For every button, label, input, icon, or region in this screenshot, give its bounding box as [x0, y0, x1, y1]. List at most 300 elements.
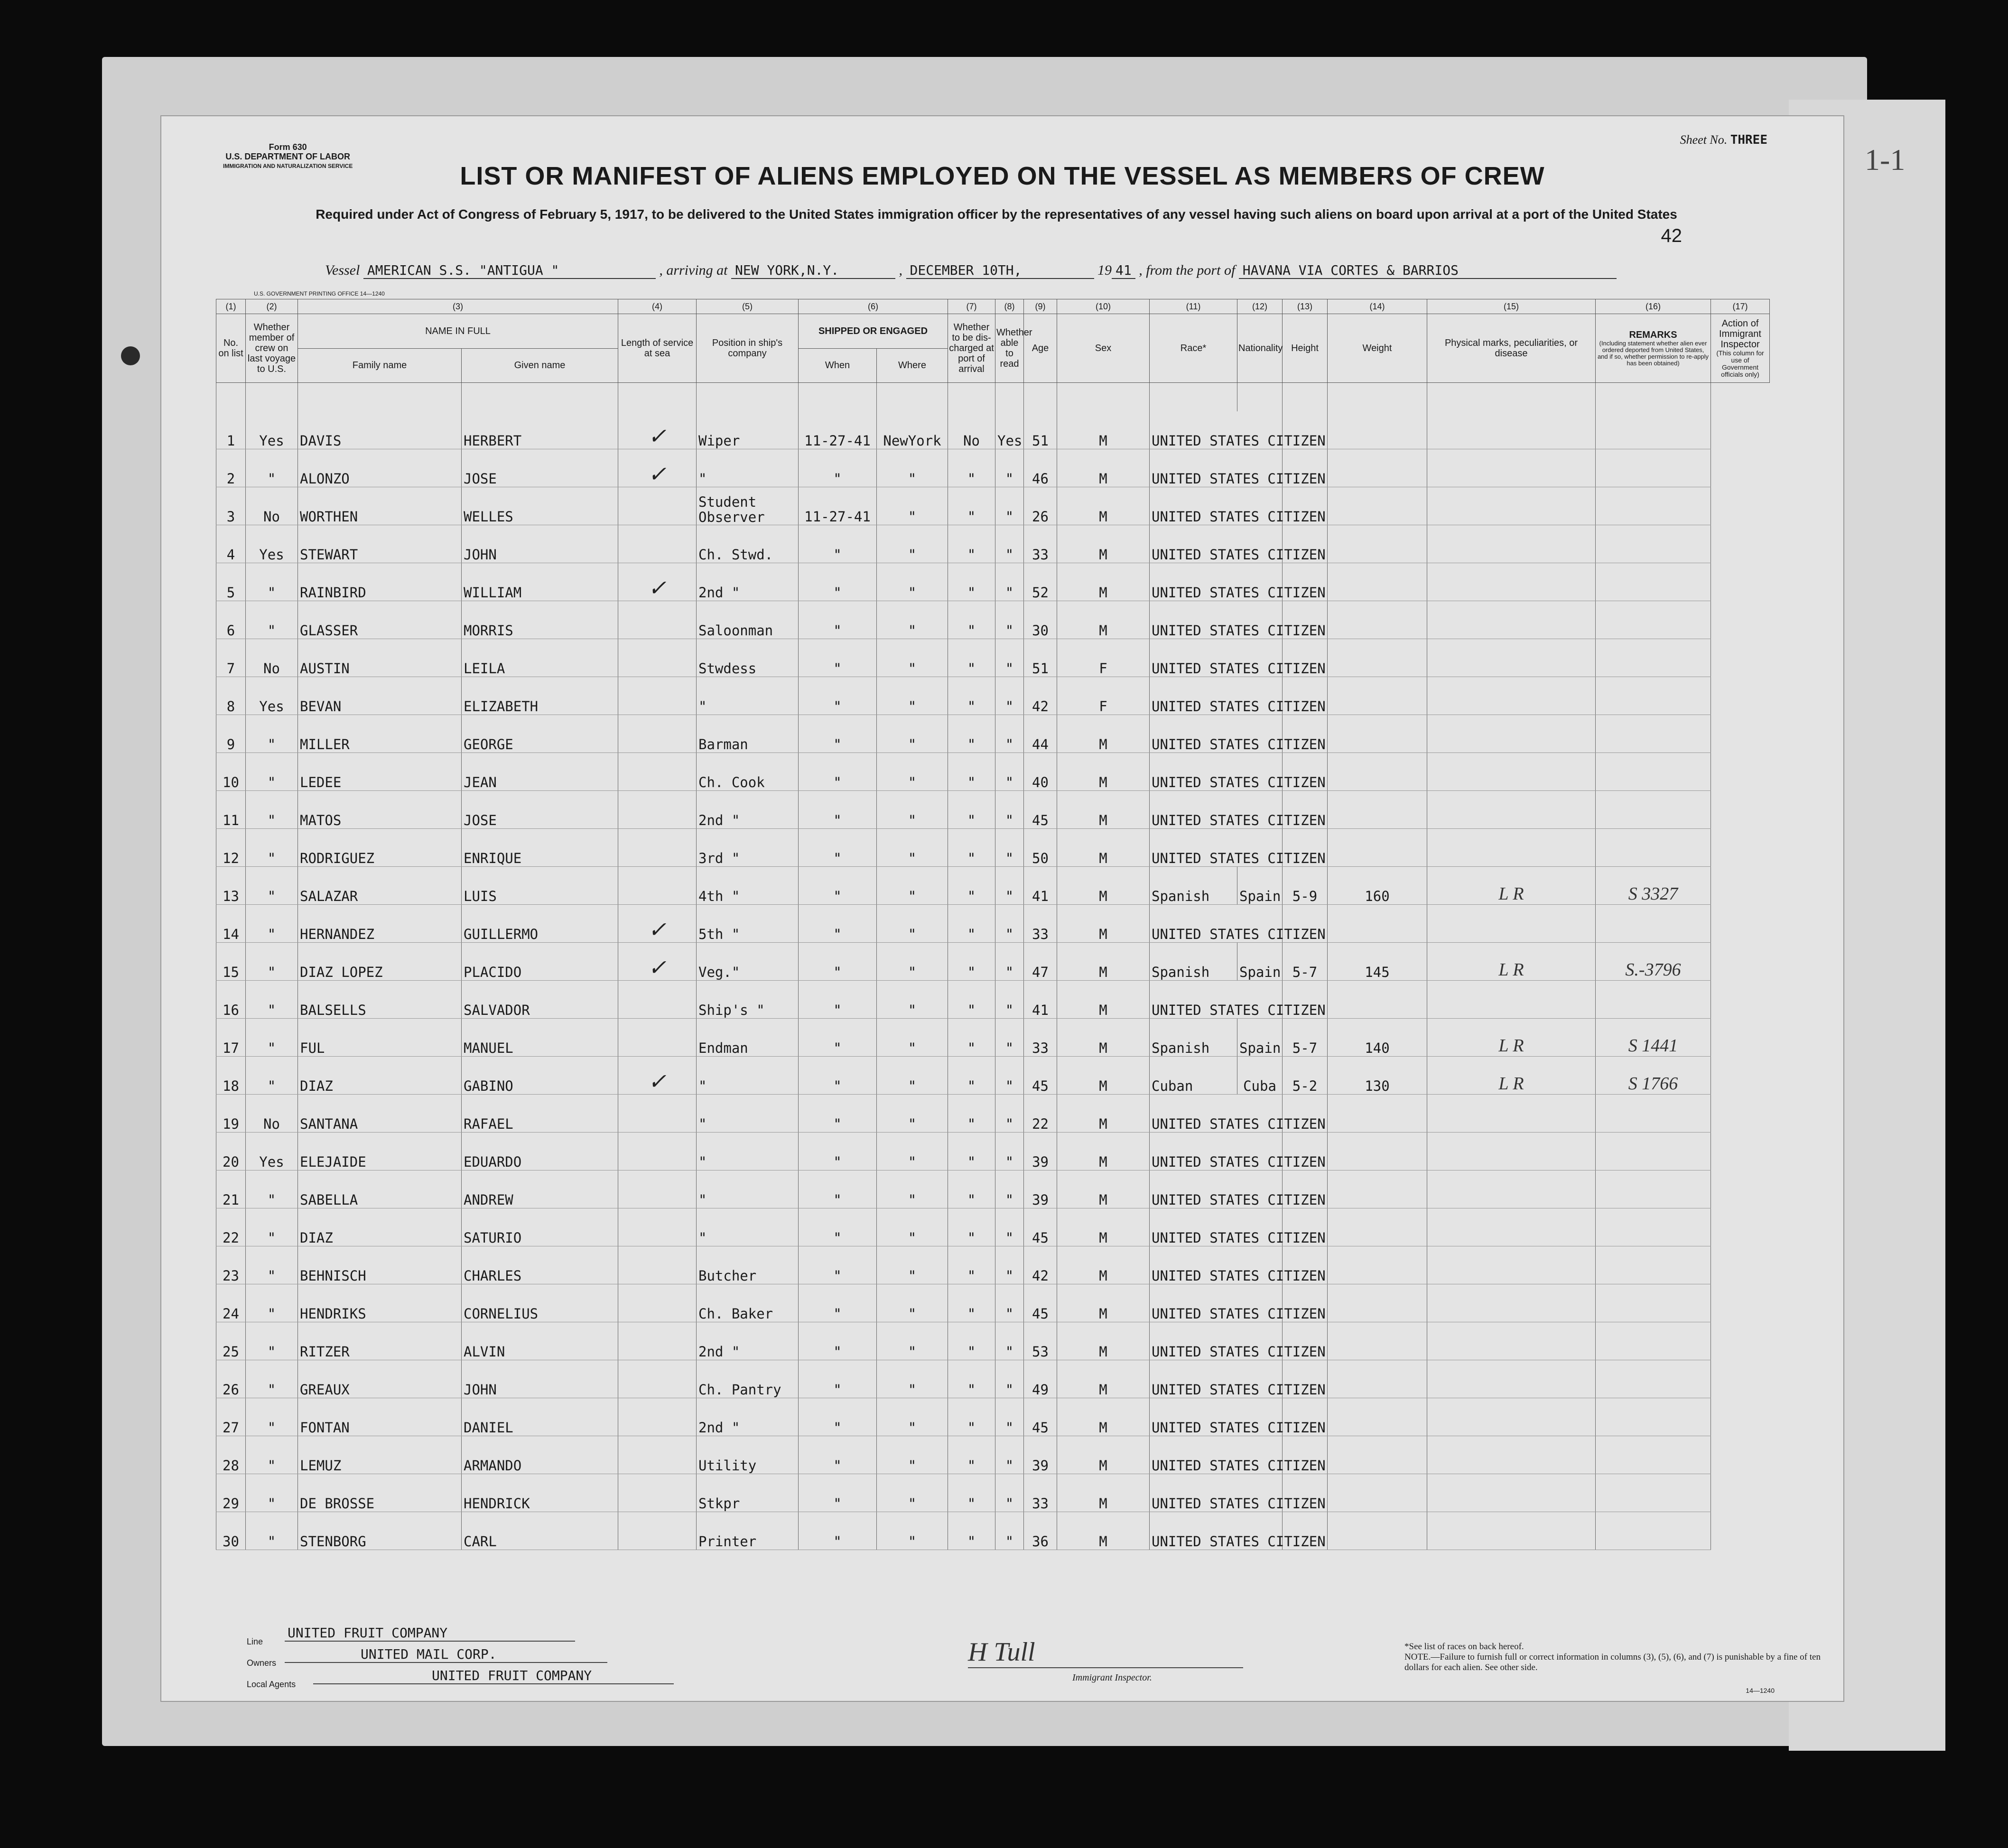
header-length-service: Length of service at sea — [618, 314, 697, 383]
cell-sex: M — [1057, 449, 1150, 487]
table-row — [216, 1057, 1770, 1095]
cell-row-number: 26 — [216, 1360, 246, 1398]
cell-service-check — [618, 1133, 697, 1170]
cell-race: UNITED STATES CITIZEN — [1150, 1208, 1283, 1246]
cell-sex: M — [1057, 1436, 1150, 1474]
cell-family-name: SANTANA — [298, 1095, 462, 1133]
cell-physical-marks — [1427, 1246, 1596, 1284]
inspector-label: Immigrant Inspector. — [1072, 1672, 1152, 1683]
cell-able-to-read: " — [995, 867, 1024, 905]
cell-service-check — [618, 1398, 697, 1436]
cell-remarks — [1596, 1170, 1711, 1208]
cell-age: 53 — [1024, 1322, 1057, 1360]
printing-office: U.S. GOVERNMENT PRINTING OFFICE 14—1240 — [254, 290, 385, 297]
cell-remarks: S.-3796 — [1596, 943, 1711, 981]
cell-sex: M — [1057, 829, 1150, 867]
cell-last-voyage: " — [246, 449, 298, 487]
cell-age: 26 — [1024, 487, 1057, 525]
header-race: Race* — [1150, 314, 1237, 383]
cell-family-name: DIAZ — [298, 1208, 462, 1246]
cell-shipped-when: " — [799, 905, 877, 943]
col-num: (2) — [246, 299, 298, 314]
cell-row-number: 1 — [216, 411, 246, 449]
cell-physical-marks — [1427, 1133, 1596, 1170]
cell-row-number: 28 — [216, 1436, 246, 1474]
header-age: Age — [1024, 314, 1057, 383]
cell-service-check — [618, 525, 697, 563]
cell-position: Stwdess — [697, 639, 799, 677]
cell-shipped-where: NewYork — [877, 411, 948, 449]
cell-family-name: STEWART — [298, 525, 462, 563]
document-subtitle: Required under Act of Congress of February 5, 1917, to be delivered to the United States immigration officer by the representatives of any vessel having such aliens on board upon arrival at a port of the United States — [316, 207, 1677, 222]
cell-shipped-when: " — [799, 449, 877, 487]
cell-age: 30 — [1024, 601, 1057, 639]
cell-able-to-read: " — [995, 1398, 1024, 1436]
cell-race: UNITED STATES CITIZEN — [1150, 677, 1283, 715]
cell-able-to-read: " — [995, 981, 1024, 1019]
cell-row-number: 18 — [216, 1057, 246, 1095]
cell-weight — [1328, 411, 1427, 449]
cell-shipped-when: 11-27-41 — [799, 411, 877, 449]
cell-shipped-where: " — [877, 753, 948, 791]
table-row — [216, 1360, 1770, 1398]
sheet-label: Sheet No. — [1680, 133, 1728, 147]
cell-shipped-where: " — [877, 1095, 948, 1133]
cell-physical-marks — [1427, 753, 1596, 791]
cell-last-voyage: Yes — [246, 1133, 298, 1170]
header-discharged: Whether to be dis-charged at port of arrival — [948, 314, 995, 383]
binder-hole — [121, 346, 140, 365]
cell-row-number: 13 — [216, 867, 246, 905]
cell-weight — [1328, 487, 1427, 525]
cell-race: UNITED STATES CITIZEN — [1150, 487, 1283, 525]
cell-given-name: CHARLES — [462, 1246, 618, 1284]
cell-weight — [1328, 829, 1427, 867]
cell-discharged: No — [948, 411, 995, 449]
cell-age: 51 — [1024, 639, 1057, 677]
cell-family-name: BEHNISCH — [298, 1246, 462, 1284]
cell-able-to-read: " — [995, 1322, 1024, 1360]
cell-remarks — [1596, 677, 1711, 715]
cell-family-name: AUSTIN — [298, 639, 462, 677]
cell-family-name: STENBORG — [298, 1512, 462, 1550]
col-num: (9) — [1024, 299, 1057, 314]
table-row — [216, 1322, 1770, 1360]
table-row — [216, 1208, 1770, 1246]
cell-race: Cuban — [1150, 1057, 1237, 1095]
cell-shipped-where: " — [877, 525, 948, 563]
cell-position: Wiper — [697, 411, 799, 449]
cell-age: 49 — [1024, 1360, 1057, 1398]
arrival-year: 41 — [1112, 262, 1135, 279]
cell-race: UNITED STATES CITIZEN — [1150, 1360, 1283, 1398]
cell-family-name: HENDRIKS — [298, 1284, 462, 1322]
cell-race: UNITED STATES CITIZEN — [1150, 411, 1283, 449]
table-spacer — [216, 383, 1770, 412]
cell-race: UNITED STATES CITIZEN — [1150, 1436, 1283, 1474]
header-last-voyage: Whether member of crew on last voyage to U.S. — [246, 314, 298, 383]
cell-race: UNITED STATES CITIZEN — [1150, 1322, 1283, 1360]
cell-row-number: 25 — [216, 1322, 246, 1360]
cell-family-name: ELEJAIDE — [298, 1133, 462, 1170]
cell-given-name: HERBERT — [462, 411, 618, 449]
cell-sex: M — [1057, 1360, 1150, 1398]
cell-shipped-where: " — [877, 677, 948, 715]
cell-age: 45 — [1024, 1057, 1057, 1095]
line-value: UNITED FRUIT COMPANY — [285, 1625, 575, 1642]
col-num: (1) — [216, 299, 246, 314]
table-row — [216, 601, 1770, 639]
cell-shipped-when: 11-27-41 — [799, 487, 877, 525]
col-num: (5) — [697, 299, 799, 314]
table-row — [216, 525, 1770, 563]
cell-service-check — [618, 1322, 697, 1360]
cell-remarks — [1596, 563, 1711, 601]
cell-last-voyage: " — [246, 1474, 298, 1512]
cell-shipped-where: " — [877, 715, 948, 753]
cell-remarks — [1596, 487, 1711, 525]
cell-shipped-where: " — [877, 1398, 948, 1436]
cell-position: 5th " — [697, 905, 799, 943]
cell-shipped-when: " — [799, 753, 877, 791]
cell-age: 33 — [1024, 1019, 1057, 1057]
cell-row-number: 17 — [216, 1019, 246, 1057]
table-row — [216, 639, 1770, 677]
service: IMMIGRATION AND NATURALIZATION SERVICE — [223, 163, 353, 169]
cell-able-to-read: " — [995, 753, 1024, 791]
cell-age: 39 — [1024, 1133, 1057, 1170]
cell-service-check — [618, 1474, 697, 1512]
cell-remarks — [1596, 449, 1711, 487]
cell-able-to-read: " — [995, 1512, 1024, 1550]
document-title: LIST OR MANIFEST OF ALIENS EMPLOYED ON THE VESSEL AS MEMBERS OF CREW — [460, 162, 1545, 190]
col-num: (8) — [995, 299, 1024, 314]
cell-service-check — [618, 981, 697, 1019]
cell-last-voyage: Yes — [246, 677, 298, 715]
crew-table-wrapper — [216, 290, 1770, 1608]
cell-remarks — [1596, 1474, 1711, 1512]
corner-code: 14—1240 — [1746, 1687, 1775, 1694]
cell-shipped-when: " — [799, 563, 877, 601]
cell-family-name: FUL — [298, 1019, 462, 1057]
cell-position: Butcher — [697, 1246, 799, 1284]
cell-family-name: BEVAN — [298, 677, 462, 715]
cell-family-name: MILLER — [298, 715, 462, 753]
crew-table-body — [216, 383, 1770, 1550]
cell-last-voyage: " — [246, 1246, 298, 1284]
cell-family-name: HERNANDEZ — [298, 905, 462, 943]
cell-position: Ch. Cook — [697, 753, 799, 791]
remarks-title: REMARKS — [1629, 330, 1677, 340]
cell-family-name: LEDEE — [298, 753, 462, 791]
cell-race: UNITED STATES CITIZEN — [1150, 1474, 1283, 1512]
cell-row-number: 29 — [216, 1474, 246, 1512]
cell-given-name: ARMANDO — [462, 1436, 618, 1474]
margin-handwriting: 1-1 — [1865, 143, 1906, 176]
cell-weight — [1328, 1208, 1427, 1246]
cell-discharged: " — [948, 449, 995, 487]
cell-remarks: S 1441 — [1596, 1019, 1711, 1057]
cell-physical-marks — [1427, 677, 1596, 715]
cell-weight: 160 — [1328, 867, 1427, 905]
cell-shipped-where: " — [877, 1322, 948, 1360]
cell-discharged: " — [948, 487, 995, 525]
cell-discharged: " — [948, 1057, 995, 1095]
cell-remarks — [1596, 601, 1711, 639]
cell-weight — [1328, 905, 1427, 943]
cell-remarks — [1596, 981, 1711, 1019]
cell-able-to-read: " — [995, 487, 1024, 525]
cell-given-name: HENDRICK — [462, 1474, 618, 1512]
cell-physical-marks — [1427, 1436, 1596, 1474]
cell-discharged: " — [948, 1284, 995, 1322]
cell-row-number: 24 — [216, 1284, 246, 1322]
header-inspector-action — [1711, 314, 1770, 383]
header-when: When — [799, 348, 877, 383]
cell-race: Spanish — [1150, 867, 1237, 905]
cell-position: 2nd " — [697, 563, 799, 601]
owners-value: UNITED MAIL CORP. — [285, 1646, 607, 1663]
cell-able-to-read: Yes — [995, 411, 1024, 449]
cell-race: UNITED STATES CITIZEN — [1150, 905, 1283, 943]
cell-given-name: ALVIN — [462, 1322, 618, 1360]
cell-physical-marks — [1427, 905, 1596, 943]
cell-able-to-read: " — [995, 791, 1024, 829]
cell-race: UNITED STATES CITIZEN — [1150, 601, 1283, 639]
cell-last-voyage: No — [246, 639, 298, 677]
cell-physical-marks — [1427, 411, 1596, 449]
cell-discharged: " — [948, 943, 995, 981]
cell-row-number: 2 — [216, 449, 246, 487]
cell-race: UNITED STATES CITIZEN — [1150, 1284, 1283, 1322]
line-label: Line — [247, 1637, 263, 1646]
cell-physical-marks — [1427, 1208, 1596, 1246]
cell-position: 3rd " — [697, 829, 799, 867]
agents-value: UNITED FRUIT COMPANY — [313, 1668, 674, 1684]
cell-row-number: 7 — [216, 639, 246, 677]
cell-discharged: " — [948, 867, 995, 905]
cell-able-to-read: " — [995, 677, 1024, 715]
col-num: (11) — [1150, 299, 1237, 314]
table-row — [216, 943, 1770, 981]
cell-given-name: RAFAEL — [462, 1095, 618, 1133]
header-weight: Weight — [1328, 314, 1427, 383]
cell-weight — [1328, 1170, 1427, 1208]
cell-sex: M — [1057, 981, 1150, 1019]
cell-weight — [1328, 1512, 1427, 1550]
table-row — [216, 487, 1770, 525]
cell-age: 22 — [1024, 1095, 1057, 1133]
cell-weight — [1328, 563, 1427, 601]
cell-family-name: DIAZ LOPEZ — [298, 943, 462, 981]
cell-shipped-when: " — [799, 1398, 877, 1436]
cell-race: UNITED STATES CITIZEN — [1150, 525, 1283, 563]
cell-position: Endman — [697, 1019, 799, 1057]
cell-sex: M — [1057, 1019, 1150, 1057]
cell-age: 50 — [1024, 829, 1057, 867]
cell-shipped-where: " — [877, 1208, 948, 1246]
column-number-row — [216, 299, 1770, 314]
cell-sex: M — [1057, 943, 1150, 981]
cell-weight — [1328, 791, 1427, 829]
cell-shipped-where: " — [877, 1019, 948, 1057]
cell-shipped-where: " — [877, 981, 948, 1019]
cell-age: 42 — [1024, 1246, 1057, 1284]
cell-shipped-when: " — [799, 715, 877, 753]
cell-discharged: " — [948, 1360, 995, 1398]
table-row — [216, 1133, 1770, 1170]
cell-able-to-read: " — [995, 1095, 1024, 1133]
table-row — [216, 449, 1770, 487]
cell-service-check: ✓ — [618, 449, 697, 487]
cell-shipped-when: " — [799, 639, 877, 677]
inspector-signature: H Tull — [968, 1637, 1243, 1668]
cell-remarks — [1596, 1512, 1711, 1550]
cell-sex: M — [1057, 1170, 1150, 1208]
cell-physical-marks — [1427, 487, 1596, 525]
cell-given-name: MANUEL — [462, 1019, 618, 1057]
cell-physical-marks — [1427, 791, 1596, 829]
cell-row-number: 19 — [216, 1095, 246, 1133]
cell-discharged: " — [948, 905, 995, 943]
cell-service-check — [618, 829, 697, 867]
cell-family-name: RODRIGUEZ — [298, 829, 462, 867]
cell-given-name: GUILLERMO — [462, 905, 618, 943]
cell-position: Printer — [697, 1512, 799, 1550]
cell-shipped-when: " — [799, 525, 877, 563]
table-row — [216, 1246, 1770, 1284]
cell-weight — [1328, 601, 1427, 639]
cell-age: 52 — [1024, 563, 1057, 601]
cell-shipped-where: " — [877, 1436, 948, 1474]
cell-shipped-where: " — [877, 563, 948, 601]
cell-position: " — [697, 1057, 799, 1095]
cell-weight — [1328, 1474, 1427, 1512]
table-row — [216, 715, 1770, 753]
cell-given-name: LUIS — [462, 867, 618, 905]
cell-age: 45 — [1024, 791, 1057, 829]
cell-physical-marks — [1427, 525, 1596, 563]
cell-shipped-when: " — [799, 829, 877, 867]
cell-service-check — [618, 639, 697, 677]
cell-position: 2nd " — [697, 1398, 799, 1436]
cell-physical-marks: L R — [1427, 943, 1596, 981]
races-note: *See list of races on back hereof. — [1404, 1642, 1524, 1652]
cell-last-voyage: " — [246, 601, 298, 639]
cell-position: Ch. Baker — [697, 1284, 799, 1322]
cell-weight — [1328, 677, 1427, 715]
cell-row-number: 6 — [216, 601, 246, 639]
cell-race: UNITED STATES CITIZEN — [1150, 563, 1283, 601]
cell-age: 41 — [1024, 981, 1057, 1019]
owners-label: Owners — [247, 1658, 277, 1668]
cell-given-name: WILLIAM — [462, 563, 618, 601]
cell-family-name: ALONZO — [298, 449, 462, 487]
cell-weight — [1328, 525, 1427, 563]
sheet-number — [1680, 133, 1767, 147]
cell-remarks — [1596, 1246, 1711, 1284]
cell-sex: M — [1057, 1512, 1150, 1550]
col-num: (4) — [618, 299, 697, 314]
table-row — [216, 677, 1770, 715]
cell-given-name: DANIEL — [462, 1398, 618, 1436]
cell-sex: M — [1057, 1322, 1150, 1360]
cell-shipped-where: " — [877, 1133, 948, 1170]
table-row — [216, 1095, 1770, 1133]
cell-weight — [1328, 715, 1427, 753]
cell-sex: M — [1057, 411, 1150, 449]
cell-service-check — [618, 1019, 697, 1057]
cell-weight — [1328, 1246, 1427, 1284]
cell-last-voyage: " — [246, 829, 298, 867]
vessel-line: Vessel AMERICAN S.S. "ANTIGUA " , arriving at NEW YORK,N.Y. , DECEMBER 10TH, 19 41 , from the port of HAVANA VIA CORTES & BARRIOS — [325, 262, 1748, 279]
cell-shipped-when: " — [799, 677, 877, 715]
cell-position: Veg." — [697, 943, 799, 981]
cell-shipped-where: " — [877, 487, 948, 525]
table-row — [216, 1474, 1770, 1512]
cell-discharged: " — [948, 1095, 995, 1133]
cell-given-name: GABINO — [462, 1057, 618, 1095]
cell-physical-marks — [1427, 639, 1596, 677]
cell-physical-marks — [1427, 715, 1596, 753]
cell-physical-marks — [1427, 449, 1596, 487]
vessel-label: Vessel — [325, 262, 360, 278]
cell-shipped-where: " — [877, 829, 948, 867]
cell-sex: M — [1057, 1095, 1150, 1133]
cell-last-voyage: No — [246, 487, 298, 525]
cell-service-check — [618, 677, 697, 715]
cell-sex: M — [1057, 1398, 1150, 1436]
cell-given-name: CORNELIUS — [462, 1284, 618, 1322]
cell-race: UNITED STATES CITIZEN — [1150, 1133, 1283, 1170]
cell-position: " — [697, 1208, 799, 1246]
cell-weight — [1328, 1398, 1427, 1436]
cell-remarks — [1596, 905, 1711, 943]
cell-sex: M — [1057, 1208, 1150, 1246]
cell-weight — [1328, 1322, 1427, 1360]
cell-remarks — [1596, 1095, 1711, 1133]
cell-position: 4th " — [697, 867, 799, 905]
cell-remarks: S 1766 — [1596, 1057, 1711, 1095]
cell-nationality: Cuba — [1237, 1057, 1283, 1095]
cell-service-check — [618, 867, 697, 905]
cell-nationality: Spain — [1237, 1019, 1283, 1057]
cell-nationality: Spain — [1237, 867, 1283, 905]
cell-physical-marks: L R — [1427, 1019, 1596, 1057]
cell-shipped-when: " — [799, 1057, 877, 1095]
cell-given-name: JOSE — [462, 449, 618, 487]
cell-remarks — [1596, 525, 1711, 563]
cell-sex: M — [1057, 1284, 1150, 1322]
cell-discharged: " — [948, 829, 995, 867]
cell-shipped-where: " — [877, 1284, 948, 1322]
cell-discharged: " — [948, 1170, 995, 1208]
cell-position: " — [697, 677, 799, 715]
table-row — [216, 1512, 1770, 1550]
cell-remarks — [1596, 1133, 1711, 1170]
cell-physical-marks — [1427, 563, 1596, 601]
cell-sex: M — [1057, 563, 1150, 601]
cell-position: " — [697, 1170, 799, 1208]
cell-shipped-when: " — [799, 981, 877, 1019]
cell-remarks — [1596, 715, 1711, 753]
cell-family-name: RITZER — [298, 1322, 462, 1360]
cell-discharged: " — [948, 753, 995, 791]
cell-able-to-read: " — [995, 525, 1024, 563]
cell-family-name: GREAUX — [298, 1360, 462, 1398]
cell-weight — [1328, 753, 1427, 791]
cell-physical-marks — [1427, 981, 1596, 1019]
